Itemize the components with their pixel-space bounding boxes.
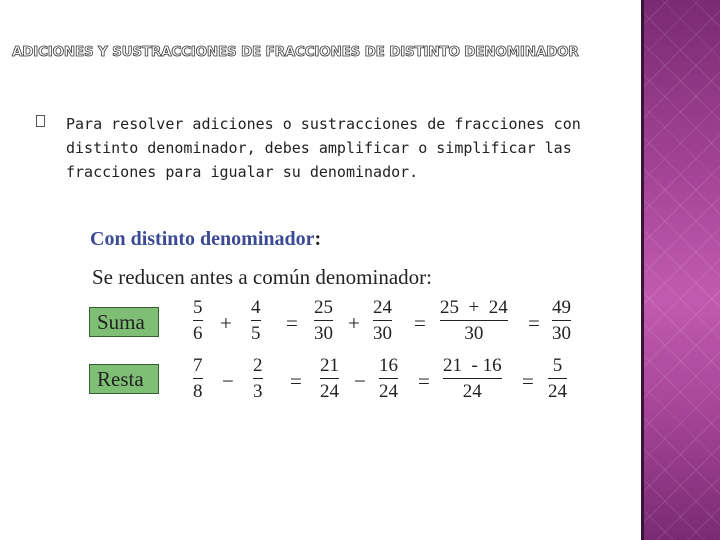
suma-label-box: [89, 307, 159, 337]
fraction-bar: [251, 320, 261, 321]
denominator: 24: [320, 381, 339, 402]
denominator: 5: [251, 323, 261, 344]
numerator: 7: [193, 355, 203, 376]
suma-equals-3: =: [528, 311, 540, 335]
numerator: 21 - 16: [443, 355, 502, 376]
denominator: 24: [548, 381, 567, 402]
numerator: 4: [251, 297, 261, 318]
resta-label-box: [89, 364, 159, 394]
example-heading: [90, 228, 321, 251]
fraction-bar: [253, 378, 263, 379]
fraction-bar: [373, 320, 392, 321]
denominator: 8: [193, 381, 203, 402]
fraction-bar: [443, 378, 502, 379]
numerator: 25: [314, 297, 333, 318]
suma-fraction-2: [251, 297, 261, 344]
denominator: 24: [379, 381, 398, 402]
numerator: 21: [320, 355, 339, 376]
numerator: 24: [373, 297, 392, 318]
example-heading-colon: :: [314, 228, 322, 250]
decorative-side-strip: [641, 0, 720, 540]
slide-title: ADICIONES Y SUSTRACCIONES DE FRACCIONES DE DISTINTO DENOMINADOR: [12, 44, 579, 60]
resta-fraction-1: [193, 355, 203, 402]
suma-fraction-1: [193, 297, 203, 344]
suma-equals-2: =: [414, 311, 426, 335]
resta-fraction-2: [253, 355, 263, 402]
denominator: 30: [314, 323, 333, 344]
bullet-square-icon: [36, 115, 45, 127]
suma-equals-1: =: [286, 311, 298, 335]
denominator: 30: [464, 323, 484, 344]
resta-operator-1: −: [222, 369, 234, 393]
example-heading-text: Con distinto denominador: [90, 228, 315, 250]
fraction-bar: [193, 320, 203, 321]
fraction-bar: [548, 378, 567, 379]
numerator: 5: [193, 297, 203, 318]
suma-operator-2: +: [348, 311, 360, 335]
denominator: 30: [552, 323, 571, 344]
numerator: 49: [552, 297, 571, 318]
suma-operator-1: +: [220, 311, 232, 335]
denominator: 24: [462, 381, 482, 402]
fraction-bar: [193, 378, 203, 379]
suma-fraction-5: [440, 297, 508, 344]
resta-fraction-3: [320, 355, 339, 402]
fraction-bar: [320, 378, 339, 379]
bullet-text: Para resolver adiciones o sustracciones de fracciones con distinto denominador, debes amplificar o simplificar las fracciones para igualar su denominador.: [66, 115, 581, 181]
numerator: 5: [552, 355, 563, 376]
resta-fraction-4: [379, 355, 398, 402]
numerator: 2: [253, 355, 263, 376]
resta-equals-3: =: [522, 369, 534, 393]
resta-operator-2: −: [354, 369, 366, 393]
suma-fraction-3: [314, 297, 333, 344]
fraction-bar: [440, 320, 508, 321]
numerator: 25 + 24: [440, 297, 508, 318]
example-subheading: Se reducen antes a común denominador:: [92, 265, 432, 289]
numerator: 16: [379, 355, 398, 376]
resta-fraction-5: [443, 355, 502, 402]
suma-fraction-6: [552, 297, 571, 344]
denominator: 3: [253, 381, 263, 402]
suma-label: Suma: [97, 309, 145, 334]
denominator: 6: [193, 323, 203, 344]
fraction-bar: [379, 378, 398, 379]
resta-label: Resta: [97, 366, 144, 391]
fraction-bar: [552, 320, 571, 321]
suma-fraction-4: [373, 297, 392, 344]
resta-equals-2: =: [418, 369, 430, 393]
fraction-bar: [314, 320, 333, 321]
resta-fraction-6: [548, 355, 567, 402]
denominator: 30: [373, 323, 392, 344]
resta-equals-1: =: [290, 369, 302, 393]
